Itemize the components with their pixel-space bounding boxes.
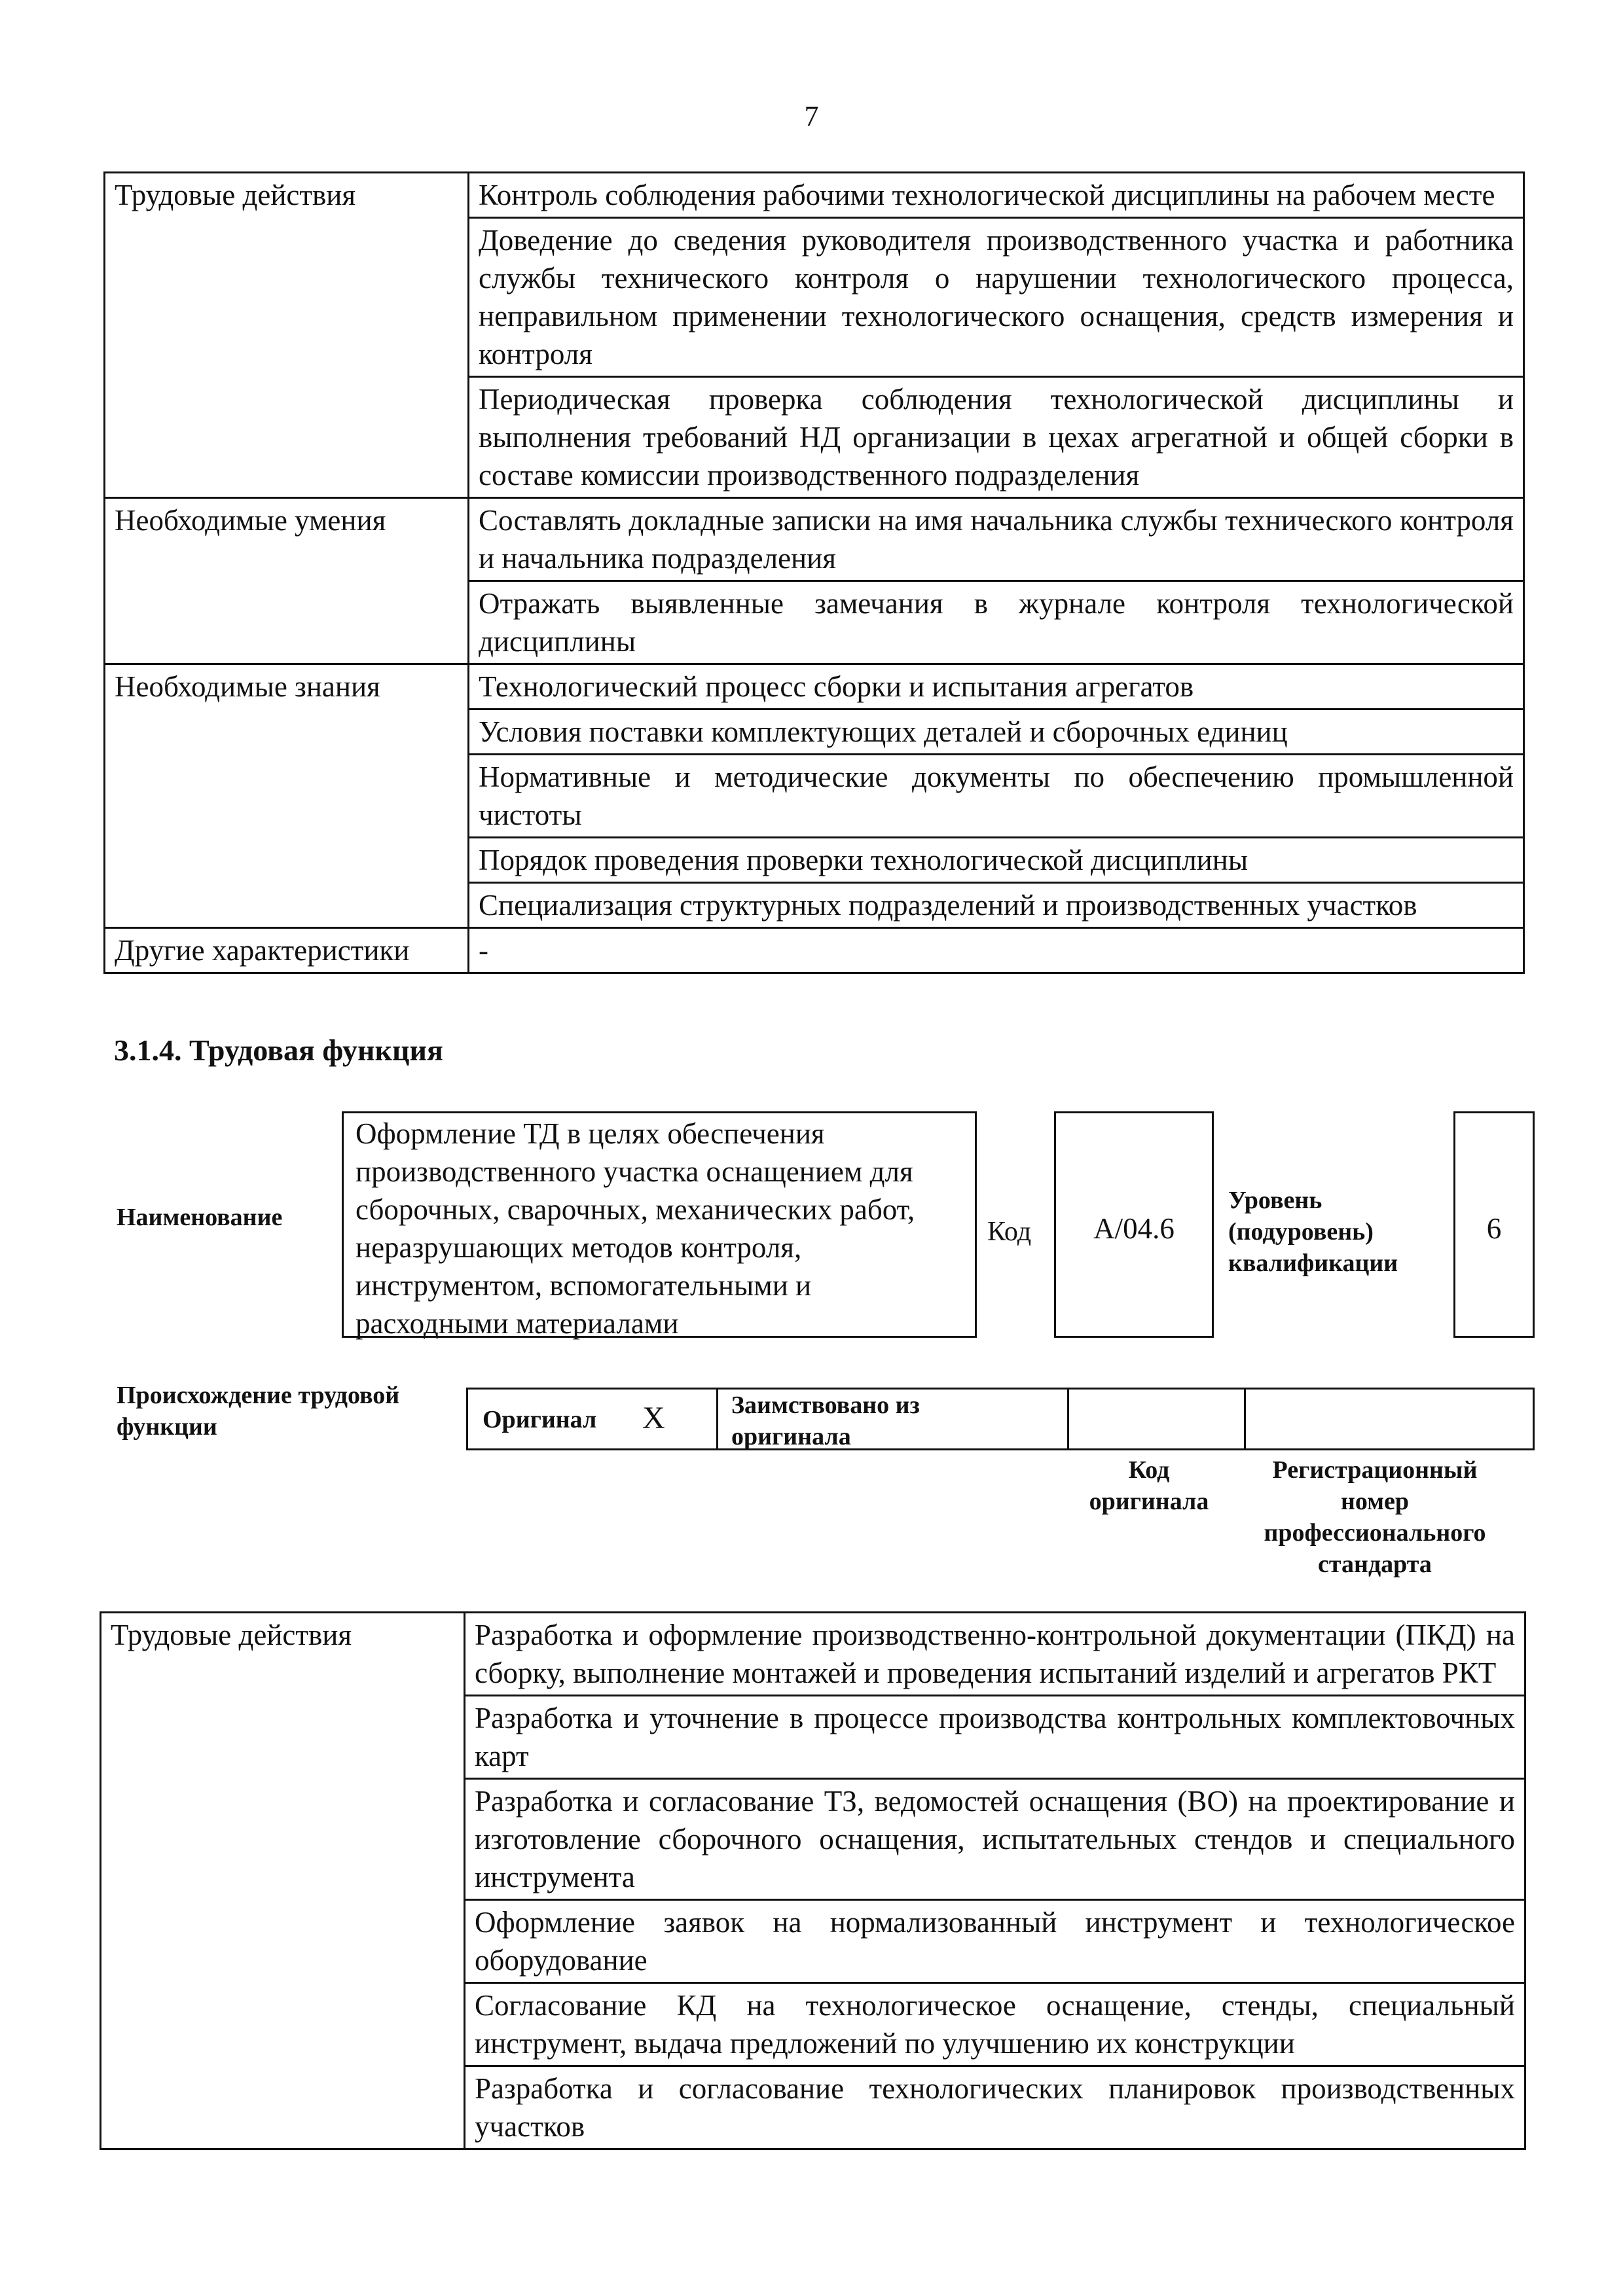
table-cell: Отражать выявленные замечания в журнале контроля технологической дисциплины [469,581,1524,664]
code-label: Код [987,1217,1032,1247]
table-cell: Специализация структурных подразделений и производственных участков [469,883,1524,928]
row-label-other-characteristics: Другие характеристики [105,928,469,973]
table-cell: Разработка и согласование ТЗ, ведомостей оснащения (ВО) на проектирование и изготовление сборочного оснащения, испытательных стендов и специального инструмента [465,1779,1525,1900]
original-mark: X [642,1401,665,1435]
table-cell: Нормативные и методические документы по обеспечению промышленной чистоты [469,755,1524,838]
code-box [1054,1111,1214,1338]
table-cell: Разработка и оформление производственно-контрольной документации (ПКД) на сборку, выполнение монтажей и проведения испытаний изделий и агрегатов РКТ [465,1613,1525,1696]
origin-label: Происхождение трудовой функции [117,1382,400,1441]
table-cell: Доведение до сведения руководителя производственного участка и работника службы технического контроля о нарушении технологического процесса, неправильном применении технологического оснащения, средств измерения и контроля [469,218,1524,377]
section-title: 3.1.4. Трудовая функция [114,1033,443,1067]
table-cell: Разработка и уточнение в процессе производства контрольных комплектовочных карт [465,1696,1525,1779]
table-cell: Условия поставки комплектующих деталей и сборочных единиц [469,709,1524,755]
origin-borrowed-cell [718,1390,1069,1448]
function-name-box [342,1111,977,1338]
code-original-caption: Код оригинала [1089,1456,1209,1515]
table-row [105,498,1524,581]
table-cell: Согласование КД на технологическое оснащение, стенды, специальный инструмент, выдача предложений по улучшению их конструкции [465,1983,1525,2066]
origin-code-cell [1069,1390,1246,1448]
origin-original-cell [468,1390,718,1448]
table-cell: Составлять докладные записки на имя начальника службы технического контроля и начальника подразделения [469,498,1524,581]
table-row [105,664,1524,709]
original-label: Оригинал [483,1406,597,1433]
table-cell: - [469,928,1524,973]
level-value: 6 [1486,1212,1502,1245]
table-cell: Оформление заявок на нормализованный инструмент и технологическое оборудование [465,1900,1525,1983]
labor-function-table-2 [100,1611,1526,2150]
labor-function-table-1 [103,171,1525,974]
table-cell: Контроль соблюдения рабочими технологической дисциплины на рабочем месте [469,173,1524,218]
level-box [1453,1111,1535,1338]
row-label-required-skills: Необходимые умения [105,498,469,664]
row-label-labor-actions: Трудовые действия [105,173,469,498]
name-label: Наименование [117,1204,283,1231]
origin-reg-cell [1246,1390,1533,1448]
code-value: А/04.6 [1093,1212,1175,1245]
table-cell: Порядок проведения проверки технологической дисциплины [469,838,1524,883]
row-label-labor-actions: Трудовые действия [101,1613,465,2149]
table-cell: Разработка и согласование технологических планировок производственных участков [465,2066,1525,2149]
borrowed-label: Заимствовано из оригинала [731,1391,920,1450]
table-row [101,1613,1525,1696]
level-label: Уровень (подуровень) квалификации [1228,1187,1398,1277]
table-row [105,928,1524,973]
table-cell: Технологический процесс сборки и испытания агрегатов [469,664,1524,709]
reg-number-caption: Регистрационный номер профессионального стандарта [1264,1456,1486,1578]
origin-row [466,1388,1535,1450]
table-row [105,173,1524,218]
function-name-value: Оформление ТД в целях обеспечения производственного участка оснащением для сборочных, сварочных, механических работ, неразрушающих методов контроля, инструментом, вспомогательными и расходными материалами [356,1117,915,1340]
table-cell: Периодическая проверка соблюдения технологической дисциплины и выполнения требований НД организации в цехах агрегатной и общей сборки в составе комиссии производственного подразделения [469,377,1524,498]
row-label-required-knowledge: Необходимые знания [105,664,469,928]
page-number: 7 [804,100,819,132]
